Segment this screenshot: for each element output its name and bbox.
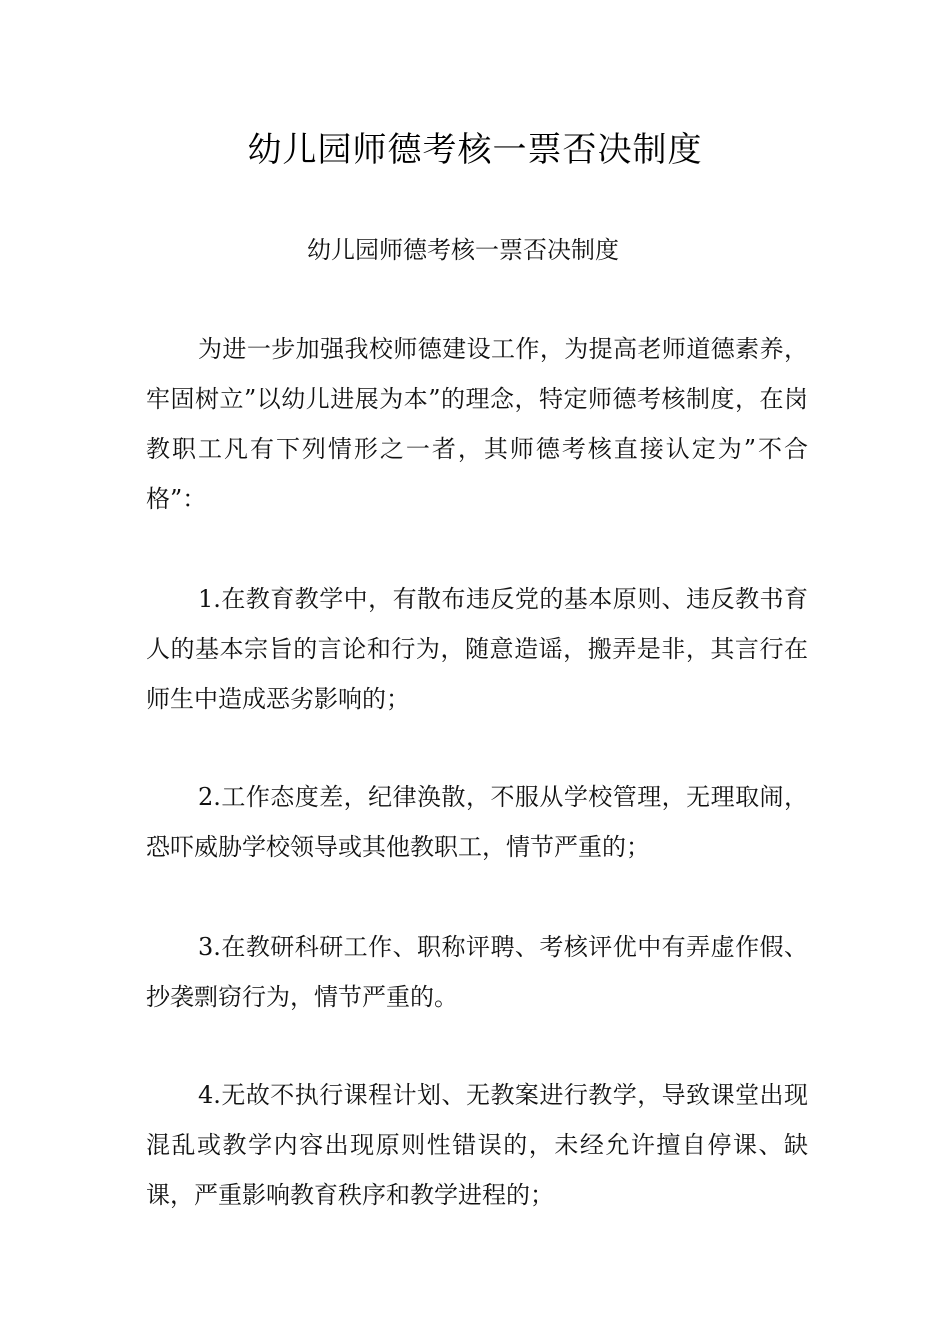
document-title: 幼儿园师德考核一票否决制度: [247, 130, 703, 170]
rule-item-3: 3.在教研科研工作、职称评聘、考核评优中有弄虚作假、抄袭剽窃行为，情节严重的。: [146, 933, 808, 1011]
document-subtitle: 幼儿园师德考核一票否决制度: [307, 236, 619, 264]
rule-item-2: 2.工作态度差，纪律涣散，不服从学校管理，无理取闹，恐吓威胁学校领导或其他教职工，情节严重的；: [146, 783, 808, 861]
intro-paragraph: 为进一步加强我校师德建设工作，为提高老师道德素养，牢固树立”以幼儿进展为本”的理念，特定师德考核制度，在岗教职工凡有下列情形之一者，其师德考核直接认定为”不合格”：: [146, 335, 808, 513]
rule-item-1: 1.在教育教学中，有散布违反党的基本原则、违反教书育人的基本宗旨的言论和行为，随意造谣，搬弄是非，其言行在师生中造成恶劣影响的；: [146, 585, 808, 713]
rule-item-4: 4.无故不执行课程计划、无教案进行教学，导致课堂出现混乱或教学内容出现原则性错误的，未经允许擅自停课、缺课，严重影响教育秩序和教学进程的；: [146, 1081, 808, 1209]
